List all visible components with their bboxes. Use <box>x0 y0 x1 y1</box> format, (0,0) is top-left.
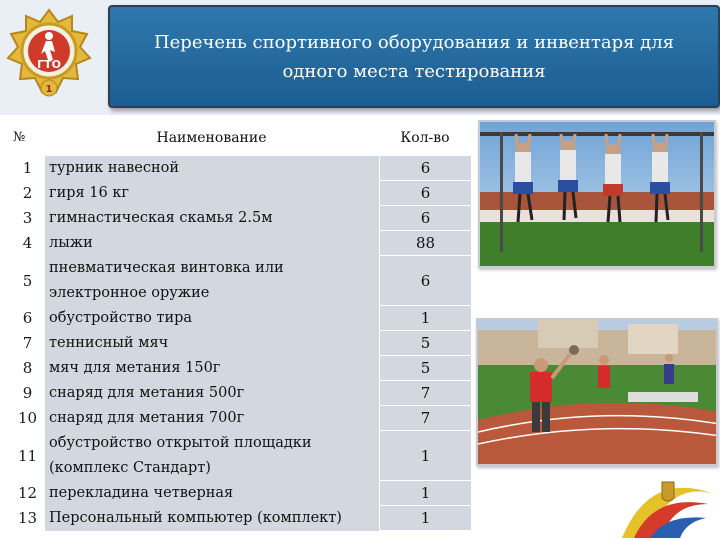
row-name: гиря 16 кг <box>44 181 379 206</box>
row-name: гимнастическая скамья 2.5м <box>44 206 379 231</box>
row-number: 9 <box>11 381 44 405</box>
table-row <box>11 256 471 306</box>
header-num: № <box>11 120 44 155</box>
row-qty: 7 <box>379 381 471 405</box>
row-number: 10 <box>11 406 44 430</box>
row-qty: 6 <box>379 156 471 180</box>
row-name: турник навесной <box>44 156 379 181</box>
row-name: снаряд для метания 500г <box>44 381 379 406</box>
table-row <box>11 381 471 406</box>
row-name: Персональный компьютер (комплект) <box>44 506 379 531</box>
gto-badge-icon <box>6 8 92 100</box>
table-row <box>11 306 471 331</box>
logo-text: ГТО <box>37 58 61 71</box>
table-row <box>11 181 471 206</box>
row-qty: 1 <box>379 481 471 505</box>
row-name: пневматическая винтовка или электронное оружие <box>44 256 379 306</box>
table-row <box>11 506 471 531</box>
row-qty: 6 <box>379 256 471 305</box>
pull-up-bar-photo <box>478 120 716 268</box>
row-qty: 1 <box>379 506 471 530</box>
row-number: 13 <box>11 506 44 530</box>
slide-title: Перечень спортивного оборудования и инвентаря для одного места тестирования <box>153 31 675 82</box>
row-qty: 1 <box>379 306 471 330</box>
row-name: теннисный мяч <box>44 331 379 356</box>
table-row <box>11 481 471 506</box>
table-row <box>11 206 471 231</box>
row-qty: 5 <box>379 356 471 380</box>
row-name: снаряд для метания 700г <box>44 406 379 431</box>
row-name: лыжи <box>44 231 379 256</box>
table-row <box>11 431 471 481</box>
row-number: 8 <box>11 356 44 380</box>
table-row <box>11 406 471 431</box>
row-name: перекладина четверная <box>44 481 379 506</box>
table-header-row <box>11 120 471 156</box>
header-name: Наименование <box>44 120 379 155</box>
throwing-field-photo <box>476 318 718 466</box>
row-number: 12 <box>11 481 44 505</box>
row-number: 11 <box>11 431 44 480</box>
region-emblem-icon <box>620 474 716 540</box>
logo-number: 1 <box>45 84 53 95</box>
row-qty: 5 <box>379 331 471 355</box>
row-number: 4 <box>11 231 44 255</box>
table-row <box>11 356 471 381</box>
row-number: 5 <box>11 256 44 305</box>
row-number: 1 <box>11 156 44 180</box>
row-number: 3 <box>11 206 44 230</box>
table-row <box>11 231 471 256</box>
row-qty: 6 <box>379 206 471 230</box>
row-qty: 6 <box>379 181 471 205</box>
row-name: обустройство тира <box>44 306 379 331</box>
equipment-table <box>11 120 471 531</box>
table-row <box>11 331 471 356</box>
row-number: 7 <box>11 331 44 355</box>
row-qty: 7 <box>379 406 471 430</box>
row-number: 2 <box>11 181 44 205</box>
title-box <box>108 5 720 108</box>
row-qty: 88 <box>379 231 471 255</box>
header-qty: Кол-во <box>379 120 471 155</box>
row-qty: 1 <box>379 431 471 480</box>
row-number: 6 <box>11 306 44 330</box>
row-name: мяч для метания 150г <box>44 356 379 381</box>
table-row <box>11 156 471 181</box>
row-name: обустройство открытой площадки (комплекс Стандарт) <box>44 431 379 481</box>
